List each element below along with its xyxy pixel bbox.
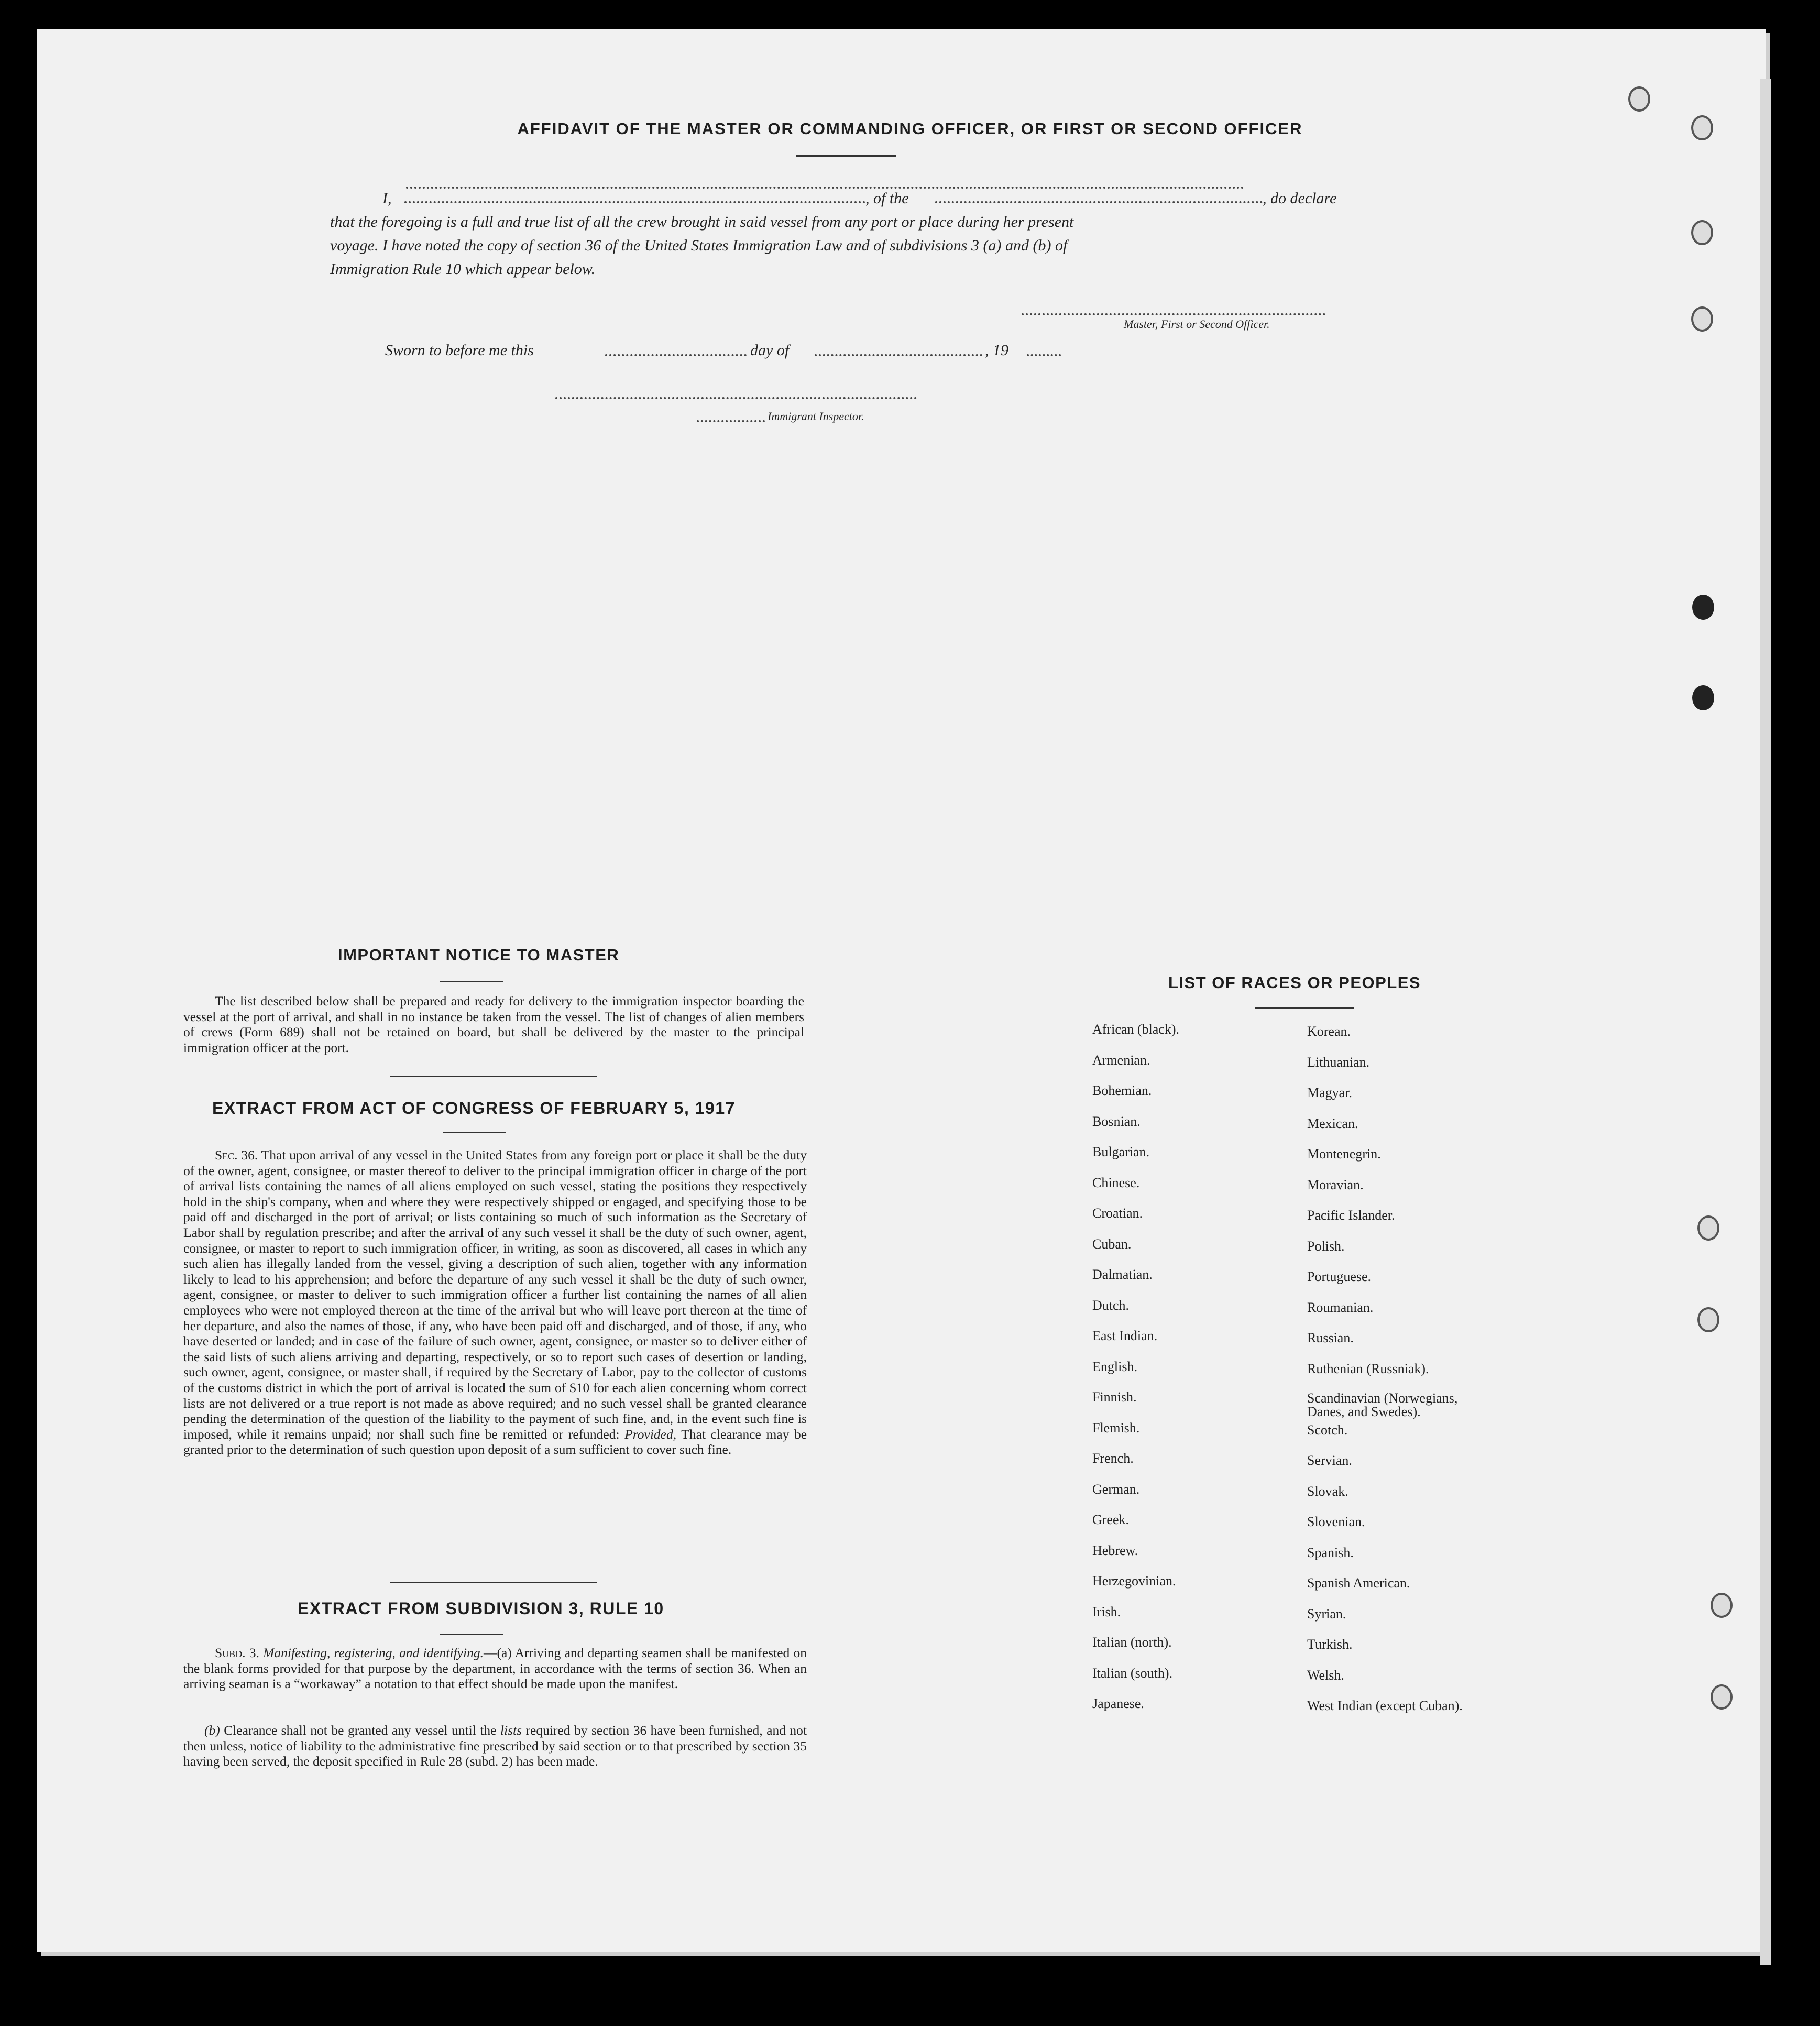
race-item: Dalmatian.	[1092, 1267, 1153, 1282]
race-item: Slovenian.	[1307, 1514, 1365, 1529]
master-signature-line	[1022, 313, 1325, 315]
divider	[440, 1634, 503, 1635]
inspector-prefix-line	[697, 420, 765, 422]
sworn-text: Sworn to before me this	[385, 342, 534, 359]
race-item: Syrian.	[1307, 1606, 1346, 1622]
divider	[440, 981, 503, 982]
race-item: East Indian.	[1092, 1328, 1158, 1343]
act-body-end: That clearance may be granted prior to the determination of such question upon deposit of a sum sufficient to cover such fine.	[183, 1426, 807, 1458]
binder-hole	[1711, 1684, 1733, 1710]
name-field	[404, 201, 865, 203]
act-body: That upon arrival of any vessel in the United States from any foreign port or place it shall be the duty of the owner, agent, consignee, or master thereof to deliver to the principal immigration officer in charge of the port of arrival lists containing the names of all aliens employed on such vessel, stating the positions they respectively hold in the ship's company, when and where they were respectively shipped or engaged, and specifying those to be paid off and discharged in the port of arrival; or lists containing so much of such information as the Secretary of Labor shall by regulation prescribe; and after the arrival of any such vessel it shall be the duty of such owner, agent, consignee, or master to report to such immigration officer, in writing, as soon as discovered, all cases in which any such alien has illegally landed from the vessel, giving a description of such alien, together with any information likely to lead to his apprehension; and before the departure of any such vessel it shall be the duty of such owner, agent, consignee, or master to deliver to such immigration officer a further list containing the names of all alien employees who were not employed thereon at the time of the arrival but who will leave port thereon at the time of her departure, and also the names of those, if any, who have been paid off and discharged, and of those, if any, who have deserted or landed; and in case of the failure of such owner, agent, consignee, or master so to deliver either of the said lists of such aliens arriving and departing, respectively, or so to report such cases of desertion or landing, such owner, agent, consignee, or master shall, if required by the Secretary of Labor, pay to the collector of customs of the customs district in which the port of arrival is located the sum of $10 for each alien concerning whom correct lists are not delivered or a true report is not made as above required; and no such vessel shall be granted clearance pending the determination of the question of the liability to the payment of such fine, and, in the event such fine is imposed, while it remains unpaid; nor shall such fine be remitted or refunded:	[183, 1147, 807, 1442]
master-signature-label: Master, First or Second Officer.	[1124, 317, 1270, 331]
race-item: Montenegrin.	[1307, 1146, 1381, 1162]
divider	[443, 1132, 506, 1133]
divider	[390, 1582, 597, 1583]
affidavit-line3: voyage. I have noted the copy of section 36 of the United States Immigration Law and of subdivisions 3 (a) and (b) of	[330, 237, 1068, 254]
rule-para-b-rest: required by section 36 have been furnished, and not then unless, notice of liability to the administrative fine prescribed by said section or to that prescribed by section 35 having been served, the deposit specified in Rule 28 (subd. 2) has been made.	[183, 1723, 807, 1769]
inspector-signature-label: Immigrant Inspector.	[768, 410, 864, 423]
rule-para-b-label: (b)	[204, 1723, 220, 1738]
act-section-label: Sec. 36.	[215, 1147, 258, 1163]
divider	[796, 155, 896, 157]
race-item: Spanish.	[1307, 1545, 1354, 1560]
sworn-month-field	[815, 354, 982, 356]
rule-para-b	[183, 1723, 807, 1769]
day-of-text: day of	[750, 342, 790, 359]
race-item: Pacific Islander.	[1307, 1208, 1395, 1223]
rule-para-a-text: —(a) Arriving and departing seamen shall be manifested on the blank forms provided for that purpose by the department, in accordance with the terms of section 36. When an arriving seaman is a “workaway” a notation to that effect should be made upon the manifest.	[183, 1645, 807, 1692]
notice-text: The list described below shall be prepared and ready for delivery to the immigration inspector boarding the vessel at the port of arrival, and shall in no instance be taken from the vessel. The list of changes of alien members of crews (Form 689) shall not be retained on board, but shall be delivered by the master to the principal immigration officer at the port.	[183, 993, 804, 1055]
divider	[1255, 1007, 1354, 1009]
race-item: Bosnian.	[1092, 1113, 1141, 1129]
race-item: Magyar.	[1307, 1085, 1352, 1100]
race-item: Japanese.	[1092, 1696, 1144, 1711]
race-item: Moravian.	[1307, 1177, 1364, 1192]
race-item: Welsh.	[1307, 1667, 1344, 1683]
race-item: French.	[1092, 1451, 1134, 1466]
race-item: Italian (north).	[1092, 1635, 1172, 1650]
act-provided: Provided,	[624, 1426, 677, 1442]
race-item: Bohemian.	[1092, 1083, 1152, 1098]
race-item: Scotch.	[1307, 1422, 1348, 1438]
race-item: Croatian.	[1092, 1206, 1143, 1221]
affidavit-line4: Immigration Rule 10 which appear below.	[330, 260, 596, 278]
race-item: Italian (south).	[1092, 1665, 1173, 1681]
race-item: Russian.	[1307, 1330, 1354, 1345]
affidavit-of-the: , of the	[865, 190, 909, 207]
race-item: Scandinavian (Norwegians, Danes, and Swedes).	[1307, 1390, 1458, 1419]
act-title: EXTRACT FROM ACT OF CONGRESS OF FEBRUARY 5, 1917	[212, 1099, 736, 1118]
races-column-1	[1092, 1022, 1179, 1727]
binder-hole	[1692, 685, 1714, 710]
inspector-signature-line	[555, 397, 917, 399]
race-item: English.	[1092, 1359, 1137, 1374]
race-item: Greek.	[1092, 1512, 1130, 1527]
race-item: African (black).	[1092, 1022, 1180, 1037]
race-item: Flemish.	[1092, 1420, 1140, 1436]
race-item: Chinese.	[1092, 1175, 1140, 1190]
races-title: LIST OF RACES OR PEOPLES	[1168, 973, 1421, 992]
race-item: Herzegovinian.	[1092, 1573, 1176, 1589]
race-item: Slovak.	[1307, 1483, 1348, 1499]
binder-hole	[1692, 595, 1714, 620]
rule-subd-heading: Manifesting, registering, and identifying.	[263, 1645, 484, 1660]
affidavit-title: AFFIDAVIT OF THE MASTER OR COMMANDING OFFICER, OR FIRST OR SECOND OFFICER	[517, 119, 1303, 138]
races-column-2	[1307, 1024, 1496, 1729]
race-item: Armenian.	[1092, 1052, 1150, 1068]
race-item: Korean.	[1307, 1024, 1351, 1039]
race-item: Mexican.	[1307, 1115, 1358, 1131]
race-item: Hebrew.	[1092, 1542, 1138, 1558]
race-item: Finnish.	[1092, 1389, 1137, 1405]
binder-hole	[1691, 220, 1713, 245]
name-blank	[406, 187, 1244, 189]
race-item: Servian.	[1307, 1453, 1352, 1468]
affidavit-line2: that the foregoing is a full and true list of all the crew brought in said vessel from any port or place during her present	[330, 213, 1074, 231]
race-item: Dutch.	[1092, 1297, 1130, 1313]
rule-title: EXTRACT FROM SUBDIVISION 3, RULE 10	[298, 1599, 664, 1618]
rule-para-b-lists: lists	[500, 1723, 522, 1738]
race-item: Lithuanian.	[1307, 1054, 1370, 1070]
act-text	[183, 1147, 807, 1458]
notice-title: IMPORTANT NOTICE TO MASTER	[338, 946, 620, 964]
rule-para-b-start: Clearance shall not be granted any vessel until the	[224, 1723, 497, 1738]
underlying-page-edge	[1760, 79, 1771, 1965]
race-item: Spanish American.	[1307, 1575, 1410, 1591]
sworn-year-field	[1027, 354, 1061, 356]
race-item: Roumanian.	[1307, 1299, 1374, 1315]
race-item: Polish.	[1307, 1238, 1345, 1254]
affidavit-declare: , do declare	[1263, 190, 1337, 207]
year-text: , 19	[985, 342, 1008, 359]
race-item: Turkish.	[1307, 1637, 1353, 1652]
race-item: West Indian (except Cuban).	[1307, 1698, 1463, 1713]
divider	[390, 1076, 597, 1077]
binder-hole	[1697, 1307, 1719, 1332]
race-item: Ruthenian (Russniak).	[1307, 1361, 1429, 1376]
race-item: Bulgarian.	[1092, 1144, 1150, 1159]
affidavit-i: I,	[382, 190, 392, 207]
binder-hole	[1628, 86, 1650, 112]
rule-subd-label: Subd. 3.	[215, 1645, 259, 1660]
binder-hole	[1697, 1215, 1719, 1241]
race-item: German.	[1092, 1481, 1140, 1497]
race-item: Portuguese.	[1307, 1269, 1372, 1284]
vessel-field	[935, 201, 1263, 203]
race-item: Cuban.	[1092, 1236, 1132, 1252]
sworn-day-field	[605, 354, 747, 356]
binder-hole	[1711, 1593, 1733, 1618]
race-item: Irish.	[1092, 1604, 1121, 1619]
binder-hole	[1691, 306, 1713, 332]
rule-para-a	[183, 1645, 807, 1692]
